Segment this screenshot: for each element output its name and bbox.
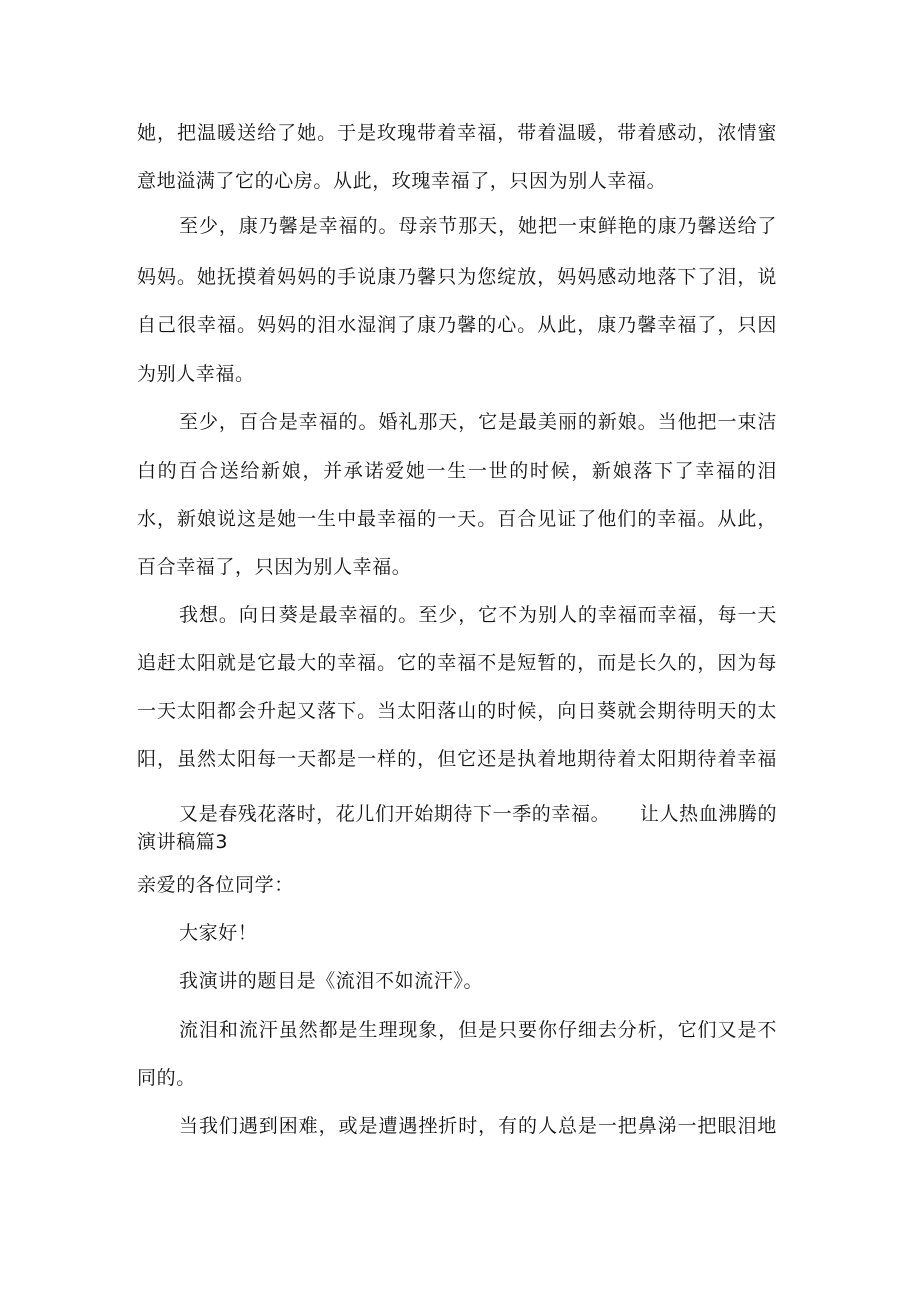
text-line: 妈妈。她抚摸着妈妈的手说康乃馨只为您绽放，妈妈感动地落下了泪，说 xyxy=(137,266,777,288)
text-line: 至少，康乃馨是幸福的。母亲节那天，她把一束鲜艳的康乃馨送给了 xyxy=(179,215,777,237)
text-line: 百合幸福了，只因为别人幸福。 xyxy=(137,556,412,578)
text-line: 意地溢满了它的心房。从此，玫瑰幸福了，只因为别人幸福。 xyxy=(137,170,667,192)
text-line: 一天太阳都会升起又落下。当太阳落山的时候，向日葵就会期待明天的太 xyxy=(137,700,777,722)
text-line: 同的。 xyxy=(137,1067,196,1089)
text-line: 流泪和流汗虽然都是生理现象，但是只要你仔细去分析，它们又是不 xyxy=(179,1019,777,1041)
section-title: 演讲稿篇3 xyxy=(137,831,229,853)
text-line: 为别人幸福。 xyxy=(137,363,255,385)
text-line: 自己很幸福。妈妈的泪水湿润了康乃馨的心。从此，康乃馨幸福了，只因 xyxy=(137,314,777,336)
text-line: 又是春残花落时，花儿们开始期待下一季的幸福。 让人热血沸腾的 xyxy=(179,803,778,825)
text-line: 她，把温暖送给了她。于是玫瑰带着幸福，带着温暖，带着感动，浓情蜜 xyxy=(137,122,777,144)
speech-title-line: 我演讲的题目是《流泪不如流汗》。 xyxy=(179,970,484,992)
text-line: 至少，百合是幸福的。婚礼那天，它是最美丽的新娘。当他把一束洁 xyxy=(179,411,777,433)
text-line: 我想。向日葵是最幸福的。至少，它不为别人的幸福而幸福，每一天 xyxy=(179,604,777,626)
text-line: 当我们遇到困难，或是遭遇挫折时，有的人总是一把鼻涕一把眼泪地 xyxy=(179,1115,777,1137)
text-line: 阳，虽然太阳每一天都是一样的，但它还是执着地期待着太阳期待着幸福 xyxy=(137,748,777,770)
salutation: 亲爱的各位同学： xyxy=(137,874,294,896)
text-line: 追赶太阳就是它最大的幸福。它的幸福不是短暂的，而是长久的，因为每 xyxy=(137,652,777,674)
text-line: 水，新娘说这是她一生中最幸福的一天。百合见证了他们的幸福。从此， xyxy=(137,508,777,530)
text-line: 白的百合送给新娘，并承诺爱她一生一世的时候，新娘落下了幸福的泪 xyxy=(137,460,777,482)
greeting: 大家好！ xyxy=(179,922,258,944)
